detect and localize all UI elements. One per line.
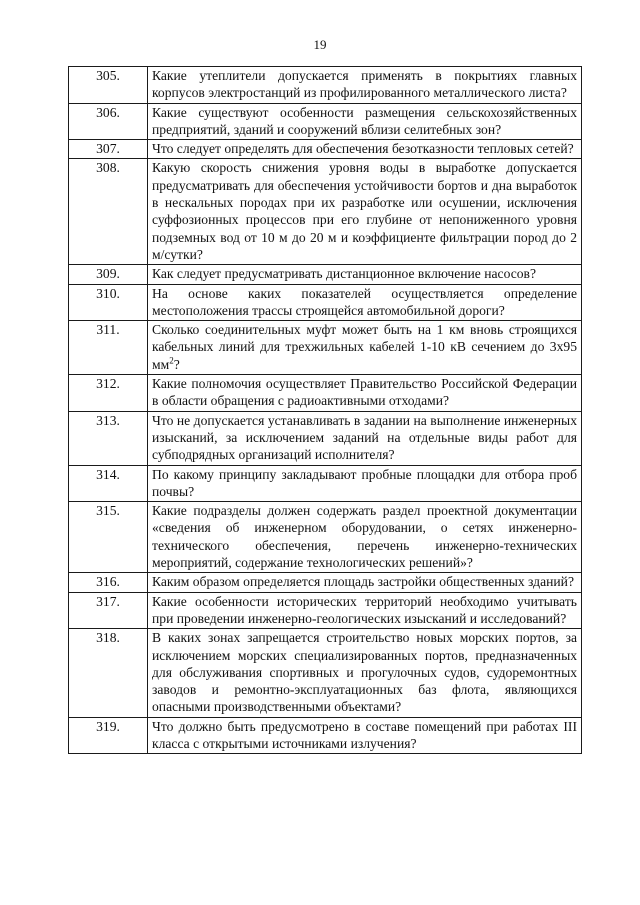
table-row xyxy=(69,465,582,502)
question-number: 319. xyxy=(69,717,148,754)
table-row xyxy=(69,265,582,284)
question-number: 307. xyxy=(69,140,148,159)
table-row xyxy=(69,103,582,140)
table-row xyxy=(69,321,582,375)
question-text: По какому принципу закладывают пробные площадки для отбора проб почвы? xyxy=(148,465,582,502)
question-text: Какую скорость снижения уровня воды в выработке допускается предусматривать для обеспечения устойчивости бортов и дна выработок в нескальных породах при их разработке или осушении, исключения суффозионных процессов при его глубине от непониженного уровня подземных вод от 10 м до 20 м и коэффициенте фильтрации пород до 2 м/сутки? xyxy=(148,159,582,265)
table-row xyxy=(69,375,582,412)
table-row xyxy=(69,67,582,104)
question-text: Какие существуют особенности размещения сельскохозяйственных предприятий, зданий и сооружений вблизи селитебных зон? xyxy=(148,103,582,140)
question-number: 312. xyxy=(69,375,148,412)
table-row xyxy=(69,284,582,321)
question-text: Что должно быть предусмотрено в составе помещений при работах III класса с открытыми источниками излучения? xyxy=(148,717,582,754)
question-number: 313. xyxy=(69,411,148,465)
question-text: Как следует предусматривать дистанционное включение насосов? xyxy=(148,265,582,284)
question-text-main: Сколько соединительных муфт может быть на 1 км вновь строящихся кабельных линий для трехжильных кабелей 1-10 кВ сечением до 3х95 мм xyxy=(152,322,577,372)
page-number: 19 xyxy=(313,37,327,52)
table-row xyxy=(69,717,582,754)
table-row xyxy=(69,411,582,465)
question-text xyxy=(148,321,582,375)
superscript-exponent: 2 xyxy=(169,355,174,366)
question-number: 309. xyxy=(69,265,148,284)
question-number: 305. xyxy=(69,67,148,104)
question-number: 318. xyxy=(69,629,148,717)
question-text: В каких зонах запрещается строительство новых морских портов, за исключением морских специализированных портов, предназначенных для обслуживания спортивных и прогулочных судов, судоремонтных заводов и ремонтно-эксплуатационных баз флота, являющихся опасными производственными объектами? xyxy=(148,629,582,717)
question-number: 310. xyxy=(69,284,148,321)
question-text: Какие подразделы должен содержать раздел проектной документации «сведения об инженерном оборудовании, о сетях инженерно-технического обеспечения, перечень инженерно-технических мероприятий, содержание технологических решений»? xyxy=(148,502,582,573)
table-row xyxy=(69,629,582,717)
question-text: Какие особенности исторических территорий необходимо учитывать при проведении инженерно-геологических изысканий и исследований? xyxy=(148,592,582,629)
question-text: На основе каких показателей осуществляется определение местоположения трассы строящейся автомобильной дороги? xyxy=(148,284,582,321)
question-number: 315. xyxy=(69,502,148,573)
table-row xyxy=(69,502,582,573)
question-number: 311. xyxy=(69,321,148,375)
question-text: Какие утеплители допускается применять в покрытиях главных корпусов электростанций из профилированного металлического листа? xyxy=(148,67,582,104)
question-text: Что не допускается устанавливать в задании на выполнение инженерных изысканий, за исключением заданий на отдельные виды работ для субподрядных организаций исполнителя? xyxy=(148,411,582,465)
question-number: 308. xyxy=(69,159,148,265)
question-text-tail: ? xyxy=(173,356,180,372)
question-number: 317. xyxy=(69,592,148,629)
questions-table-body xyxy=(69,67,582,754)
table-row xyxy=(69,140,582,159)
table-row xyxy=(69,159,582,265)
question-number: 316. xyxy=(69,573,148,592)
table-row xyxy=(69,573,582,592)
questions-table xyxy=(68,66,582,754)
question-text: Что следует определять для обеспечения безотказности тепловых сетей? xyxy=(148,140,582,159)
question-number: 314. xyxy=(69,465,148,502)
question-text: Какие полномочия осуществляет Правительство Российской Федерации в области обращения с радиоактивными отходами? xyxy=(148,375,582,412)
question-text: Каким образом определяется площадь застройки общественных зданий? xyxy=(148,573,582,592)
table-row xyxy=(69,592,582,629)
question-number: 306. xyxy=(69,103,148,140)
